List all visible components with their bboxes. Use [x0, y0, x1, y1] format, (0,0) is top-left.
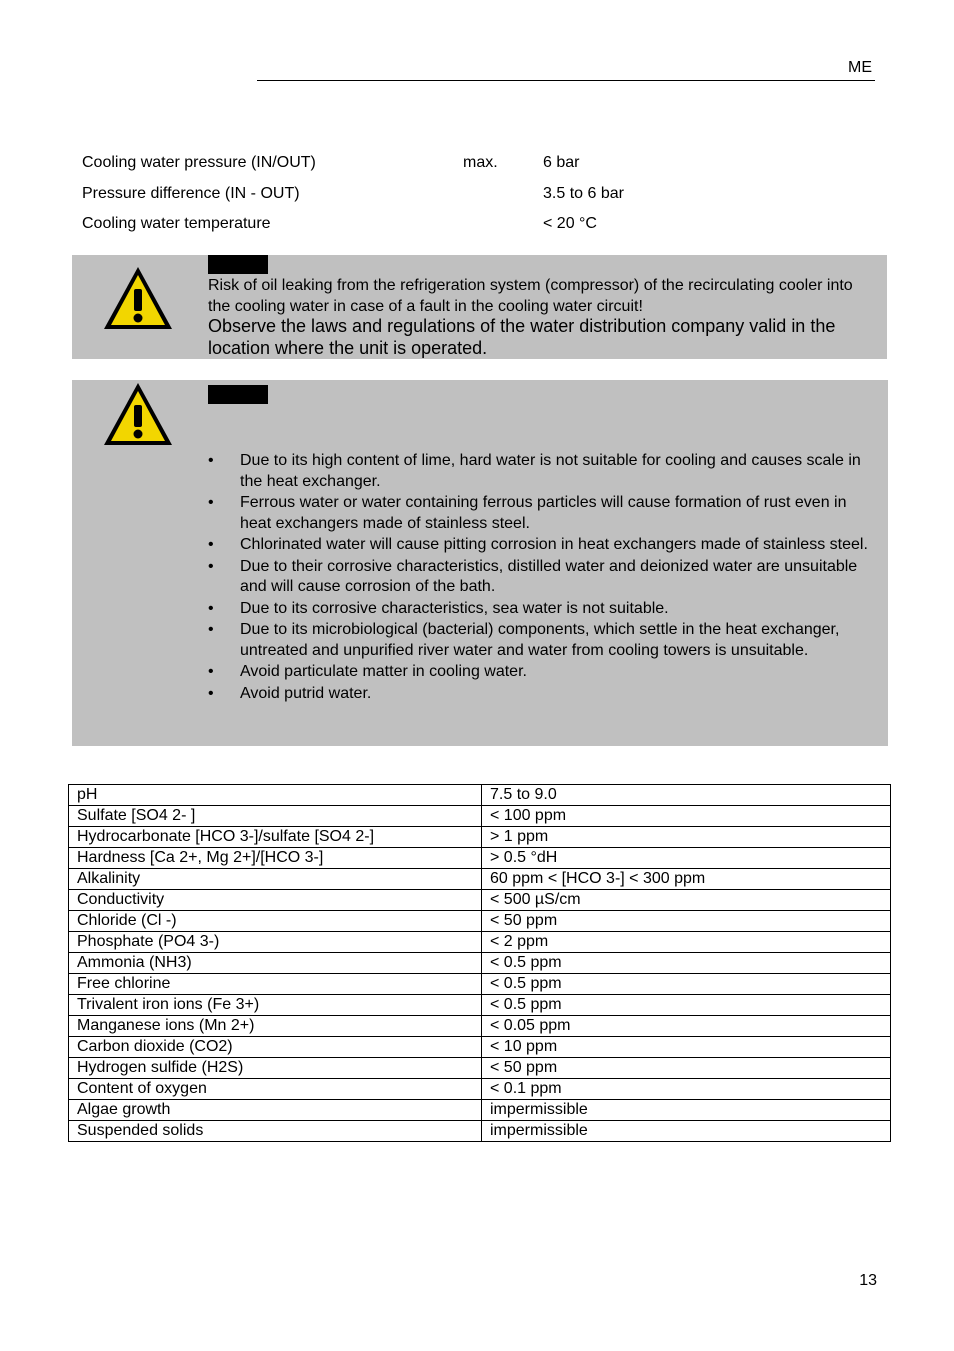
- list-item: [208, 620, 878, 661]
- bullet-icon: •: [208, 621, 214, 638]
- table-row: [69, 1058, 891, 1079]
- list-item: [208, 599, 878, 620]
- bullet-text: Due to its microbiological (bacterial) components, which settle in the heat exchanger, untreated and unpurified river water and water from cooling towers is unsuitable.: [240, 621, 840, 659]
- cooling-water-specs: [82, 151, 782, 243]
- signal-word-bar: [208, 255, 268, 274]
- limit-cell: impermissible: [482, 1100, 891, 1121]
- parameter-cell: Carbon dioxide (CO2): [69, 1037, 482, 1058]
- bullet-text: Avoid particulate matter in cooling water.: [240, 663, 527, 680]
- limit-cell: < 2 ppm: [482, 932, 891, 953]
- limit-cell: > 0.5 °dH: [482, 848, 891, 869]
- table-row: [69, 890, 891, 911]
- bullet-text: Avoid putrid water.: [240, 684, 372, 702]
- spec-value: 3.5 to 6 bar: [543, 184, 624, 202]
- list-item: [208, 451, 878, 492]
- table-row: [69, 1079, 891, 1100]
- limit-cell: < 100 ppm: [482, 806, 891, 827]
- spec-value: < 20 °C: [543, 215, 597, 232]
- water-quality-table: [68, 784, 891, 1142]
- parameter-cell: pH: [69, 785, 482, 806]
- limit-cell: < 50 ppm: [482, 1058, 891, 1079]
- table-row: [69, 1016, 891, 1037]
- limit-cell: < 0.5 ppm: [482, 995, 891, 1016]
- page-number: 13: [859, 1272, 877, 1289]
- spec-value: 6 bar: [543, 154, 580, 171]
- parameter-cell: Hardness [Ca 2+, Mg 2+]/[HCO 3-]: [69, 848, 482, 869]
- header-code: ME: [848, 59, 872, 76]
- limit-cell: < 0.1 ppm: [482, 1079, 891, 1100]
- water-quality-bullets: [208, 451, 878, 705]
- warning-triangle-icon: [102, 380, 174, 448]
- table-row: [69, 827, 891, 848]
- bullet-icon: •: [208, 452, 214, 469]
- parameter-cell: Algae growth: [69, 1100, 482, 1121]
- bullet-icon: •: [208, 494, 214, 511]
- limit-cell: > 1 ppm: [482, 827, 891, 848]
- spec-row: [82, 212, 782, 243]
- table-row: [69, 911, 891, 932]
- table-row: [69, 785, 891, 806]
- list-item: [208, 684, 878, 705]
- parameter-cell: Trivalent iron ions (Fe 3+): [69, 995, 482, 1016]
- parameter-cell: Content of oxygen: [69, 1079, 482, 1100]
- signal-word-bar: [208, 385, 268, 404]
- parameter-cell: Conductivity: [69, 890, 482, 911]
- bullet-icon: •: [208, 684, 214, 702]
- parameter-cell: Chloride (Cl -): [69, 911, 482, 932]
- table-row: [69, 869, 891, 890]
- limit-cell: < 0.05 ppm: [482, 1016, 891, 1037]
- oil-leak-warning-box: [72, 255, 887, 359]
- bullet-icon: •: [208, 557, 214, 575]
- table-row: [69, 1121, 891, 1142]
- header-rule: [257, 80, 875, 81]
- spec-row: [82, 182, 782, 213]
- parameter-cell: Sulfate [SO4 2- ]: [69, 806, 482, 827]
- limit-cell: < 500 µS/cm: [482, 890, 891, 911]
- bullet-text: Due to its corrosive characteristics, sea water is not suitable.: [240, 599, 669, 617]
- bullet-icon: •: [208, 536, 214, 553]
- limit-cell: impermissible: [482, 1121, 891, 1142]
- regulations-note-text: Observe the laws and regulations of the water distribution company valid in the location where the unit is operated.: [208, 316, 836, 358]
- limit-cell: 60 ppm < [HCO 3-] < 300 ppm: [482, 869, 891, 890]
- table-row: [69, 1100, 891, 1121]
- spec-label: Pressure difference (IN - OUT): [82, 184, 300, 202]
- spec-row: [82, 151, 782, 182]
- list-item: [208, 557, 878, 598]
- parameter-cell: Hydrogen sulfide (H2S): [69, 1058, 482, 1079]
- limit-cell: < 10 ppm: [482, 1037, 891, 1058]
- limit-cell: < 0.5 ppm: [482, 953, 891, 974]
- list-item: [208, 493, 878, 534]
- parameter-cell: Alkalinity: [69, 869, 482, 890]
- water-quality-warning-box: [72, 380, 888, 746]
- table-row: [69, 1037, 891, 1058]
- spec-label: Cooling water pressure (IN/OUT): [82, 154, 316, 171]
- oil-leak-warning-text: Risk of oil leaking from the refrigeration system (compressor) of the recirculating cooler into the cooling water in case of a fault in the cooling water circuit!: [208, 277, 853, 315]
- table-row: [69, 806, 891, 827]
- limit-cell: 7.5 to 9.0: [482, 785, 891, 806]
- bullet-text: Ferrous water or water containing ferrous particles will cause formation of rust even in heat exchangers made of stainless steel.: [240, 494, 847, 532]
- bullet-text: Due to its high content of lime, hard water is not suitable for cooling and causes scale in the heat exchanger.: [240, 452, 861, 490]
- parameter-cell: Phosphate (PO4 3-): [69, 932, 482, 953]
- list-item: [208, 535, 878, 556]
- parameter-cell: Suspended solids: [69, 1121, 482, 1142]
- limit-cell: < 50 ppm: [482, 911, 891, 932]
- warning-triangle-icon: [102, 264, 174, 332]
- bullet-icon: •: [208, 663, 214, 680]
- limit-cell: < 0.5 ppm: [482, 974, 891, 995]
- table-row: [69, 932, 891, 953]
- parameter-cell: Manganese ions (Mn 2+): [69, 1016, 482, 1037]
- spec-qualifier: max.: [463, 154, 498, 171]
- table-row: [69, 974, 891, 995]
- parameter-cell: Free chlorine: [69, 974, 482, 995]
- table-row: [69, 995, 891, 1016]
- spec-label: Cooling water temperature: [82, 215, 271, 232]
- bullet-text: Due to their corrosive characteristics, distilled water and deionized water are unsuitable and will cause corrosion of the bath.: [240, 557, 858, 595]
- table-row: [69, 953, 891, 974]
- parameter-cell: Ammonia (NH3): [69, 953, 482, 974]
- bullet-text: Chlorinated water will cause pitting corrosion in heat exchangers made of stainless steel.: [240, 536, 868, 553]
- list-item: [208, 662, 878, 683]
- table-row: [69, 848, 891, 869]
- parameter-cell: Hydrocarbonate [HCO 3-]/sulfate [SO4 2-]: [69, 827, 482, 848]
- bullet-icon: •: [208, 599, 214, 617]
